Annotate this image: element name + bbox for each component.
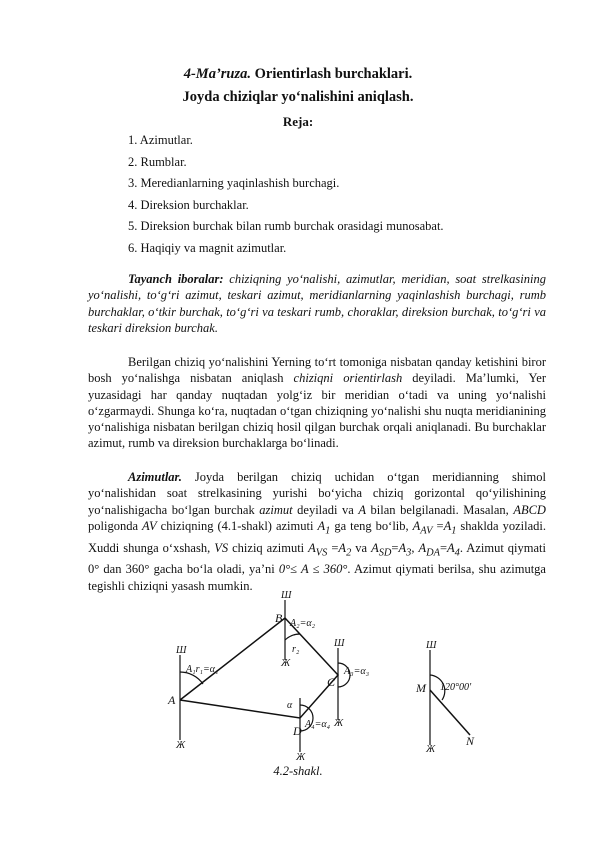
plan-item: 3. Meredianlarning yaqinlashish burchagi.	[128, 176, 340, 190]
point-a: A	[168, 693, 176, 707]
point-c: C	[327, 675, 336, 689]
plan-item: 5. Direksion burchak bilan rumb burchak orasidagi munosabat.	[128, 219, 444, 233]
angle-a3: A₃=α₃	[344, 666, 370, 677]
plan-heading: Reja:	[282, 114, 314, 129]
azimuth-label: Azimutlar.	[128, 470, 182, 484]
point-d: D	[293, 724, 302, 738]
angle-a1: A₁r₁=α₁	[186, 664, 219, 675]
north-label-b: Ш	[281, 590, 292, 601]
point-b: B	[275, 611, 283, 625]
figure-caption: 4.2-shakl.	[273, 764, 323, 778]
south-label-b: Ж	[281, 658, 291, 669]
lecture-title-line1: 4-Ma’ruza. Orientirlash burchaklari.	[183, 66, 413, 82]
angle-a2: A₂=α₂	[290, 618, 316, 629]
point-n: N	[466, 734, 475, 748]
north-label-c: Ш	[334, 638, 345, 649]
north-label-a: Ш	[176, 645, 187, 656]
line-mn	[430, 690, 470, 735]
south-label-d: Ж	[296, 752, 306, 763]
north-label-m: Ш	[426, 640, 437, 651]
angle-alpha-d: α	[287, 700, 293, 711]
angle-mn: 120°00′	[440, 682, 472, 693]
intro-paragraph: Berilgan chiziq yo‘nalishini Yerning to‘rt tomoniga nisbatan qanday ketishini biror bosh yo‘nalishga nisbatan aniqlash chiziqni orientirlash deyiladi. Ma’lumki, Yer yuzasidagi har qanday nuqtadan yolg‘iz bir meridian o‘tadi va uning yo‘nalishi o‘zgarmaydi. Shunga ko‘ra, nuqtadan o‘tgan chiziqning yo‘nalishi shu nuqta meridianining yo‘nalishiga nisbatan berilgan chiziq hosil qilgan burchak orqali aniqlanadi. Bu burchaklar azimut, rumb va direksion burchaklarga bo‘linadi.	[88, 355, 546, 451]
plan-item: 2. Rumblar.	[128, 154, 187, 169]
key-terms-label: Tayanch iboralar:	[128, 272, 224, 286]
south-label-c: Ж	[334, 718, 344, 729]
plan-item: 1. Azimutlar.	[128, 133, 193, 147]
arc-a2	[285, 634, 300, 640]
point-m: M	[416, 681, 426, 695]
azimuth-paragraph: Azimutlar. Joyda berilgan chiziq uchidan o‘tgan meridianning shimol yo‘nalishidan soat strelkasining yurishi bo‘yicha chiziq gorizontal qo‘yilishining yo‘nalishigacha bo‘lgan burchak azimut deyiladi va A bilan belgilanadi. Masalan, ABCD poligonda AV chiziqning (4.1-shakl) azimuti $A_1$ ga teng bo‘lib, $A_{AV} =A_1$ shaklda yoziladi. Xuddi shunga o‘xshash, VS chiziq azimuti $A_{VS} =A_2$ va $A_{SD}=A_3$, $A_{DA}=A_4$. Azimut qiymati 0° dan 360° gacha bo‘la oladi, ya’ni 0°≤ A ≤ 360°. Azimut qiymati berilsa, shu azimutga tegishli chiziqni yasash mumkin.	[88, 470, 546, 593]
south-label-m: Ж	[426, 744, 436, 755]
angle-r2: r₂	[292, 644, 300, 655]
south-label-a: Ж	[176, 740, 186, 751]
plan-item: 4. Direksion burchaklar.	[128, 197, 249, 212]
lecture-title-line2: Joyda chiziqlar yo‘nalishini aniqlash.	[182, 89, 414, 105]
plan-item: 6. Haqiqiy va magnit azimutlar.	[128, 240, 287, 255]
angle-a4: A₄=α₄	[305, 719, 331, 730]
key-terms: Tayanch iboralar: chiziqning yo‘nalishi, azimutlar, meridian, soat strelkasining yo‘nalishi, to‘g‘ri azimut, teskari azimut, meridianlarning yaqinlashish burchagi, rumb burchaklar, o‘tkir burchak, to‘g‘ri va teskari rumb, choraklar, direksion burchak, to‘g‘ri va teskari direksion burchak.	[88, 272, 546, 335]
